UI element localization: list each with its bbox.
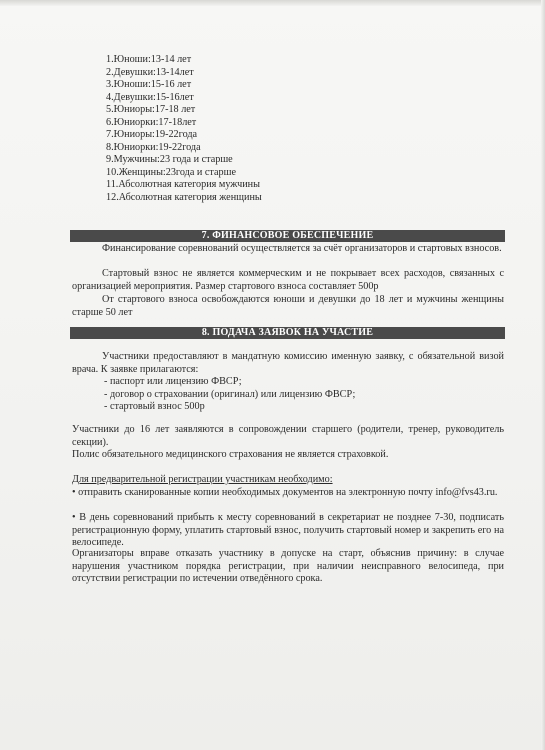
list-item: 5.Юниоры:17-18 лет [106,104,196,115]
section-7-paragraph-3: От стартового взноса освобождаются юноши и девушки до 18 лет и мужчины женщины старше 50 лет [72,294,504,318]
list-item: - паспорт или лицензию ФВСР; [104,376,242,387]
list-item: - договор о страховании (оригинал) или лицензию ФВСР; [104,388,356,400]
section-8-paragraph-3: Полис обязательного медицинского страхования не является страховкой. [72,449,389,460]
preregistration-item-1: • отправить сканированные копии необходимых документов на электронную почту info@fvs43.ru. [72,487,498,498]
section-8-heading: 8. ПОДАЧА ЗАЯВОК НА УЧАСТИЕ [70,327,505,339]
list-item: 7.Юниоры:19-22года [106,129,198,140]
section-8-paragraph-4: Организаторы вправе отказать участнику в допуске на старт, объяснив причину: в случае нарушения участником порядка регистрации, при наличии неисправного велосипеда, при отсутствии регистрации по истечении отведённого срока. [72,548,504,585]
preregistration-heading: Для предварительной регистрации участникам необходимо: [72,474,333,485]
list-item: - стартовый взнос 500р [104,401,205,413]
section-7-heading: 7. ФИНАНСОВОЕ ОБЕСПЕЧЕНИЕ [70,230,505,242]
list-item: 1.Юноши:13-14 лет [106,54,192,65]
list-item: 10.Женщины:23года и старше [106,166,236,178]
section-8-paragraph-2: Участники до 16 лет заявляются в сопровождении старшего (родители, тренер, руководитель секции). [72,424,504,448]
list-item: 9.Мужчины:23 года и старше [106,154,233,165]
category-list [106,54,262,204]
list-item: 2.Девушки:13-14лет [106,66,194,78]
scan-right-edge [541,0,545,750]
list-item: 11.Абсолютная категория мужчины [106,179,260,190]
section-7-paragraph-1: Финансирование соревнований осуществляется за счёт организаторов и стартовых взносов. [102,243,502,254]
section-8-paragraph-1: Участники предоставляют в мандатную комиссию именную заявку, с обязательной визой врача. К заявке прилагаются: [72,351,504,375]
list-item: 12.Абсолютная категория женщины [106,191,262,203]
scan-top-edge [0,0,545,6]
list-item: 3.Юноши:15-16 лет [106,79,192,90]
section-7-paragraph-2: Стартовый взнос не является коммерческим и не покрывает всех расходов, связанных с организацией мероприятия. Размер стартового взноса составляет 500р [72,268,504,292]
list-item: 6.Юниорки:17-18лет [106,116,197,128]
list-item: 8.Юниорки:19-22года [106,141,201,153]
attachments-list [104,376,355,414]
preregistration-item-2: • В день соревнований прибыть к месту соревнований в секретариат не позднее 7-30, подписать регистрационную форму, уплатить стартовый взнос, получить стартовый номер и закрепить его на велосипеде. [72,512,504,549]
list-item: 4.Девушки:15-16лет [106,91,194,103]
